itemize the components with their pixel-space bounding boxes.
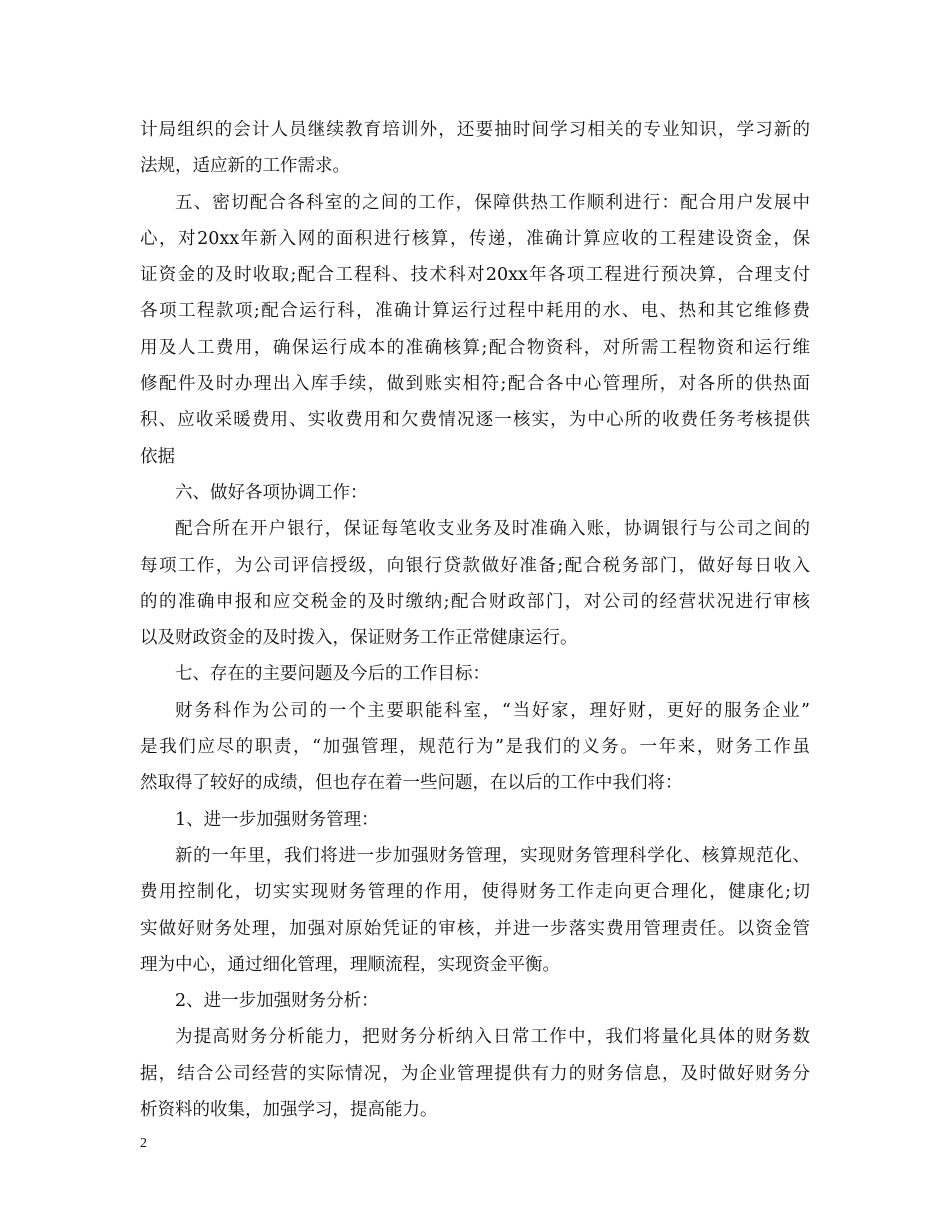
text-line: 心，对20xx年新入网的面积进行核算，传递，准确计算应收的工程建设资金，保 xyxy=(140,228,810,249)
text-line: 是我们应尽的职责，“加强管理，规范行为”是我们的义务。一年来，财务工作虽 xyxy=(140,737,810,758)
text-line: 析资料的收集，加强学习，提高能力。 xyxy=(140,1100,438,1121)
text-line: 计局组织的会计人员继续教育培训外，还要抽时间学习相关的专业知识，学习新的 xyxy=(140,120,810,140)
section-heading: 七、存在的主要问题及今后的工作目标： xyxy=(175,664,490,685)
section-heading: 六、做好各项协调工作： xyxy=(175,482,368,503)
text-line: 费用控制化，切实实现财务管理的作用，使得财务工作走向更合理化，健康化;切 xyxy=(140,882,810,903)
text-line: 法规，适应新的工作需求。 xyxy=(140,156,350,177)
paragraph-heading: 五、密切配合各科室的之间的工作，保障供热工作顺利进行：配合用户发展中 xyxy=(175,192,810,213)
text-line: 证资金的及时收取;配合工程科、技术科对20xx年各项工程进行预决算，合理支付 xyxy=(140,265,810,286)
text-line: 的的准确申报和应交税金的及时缴纳;配合财政部门，对公司的经营状况进行审核 xyxy=(140,591,810,612)
text-line: 依据 xyxy=(140,446,175,467)
text-line: 实做好财务处理，加强对原始凭证的审核，并进一步落实费用管理责任。以资金管 xyxy=(140,918,810,939)
text-line: 为提高财务分析能力，把财务分析纳入日常工作中，我们将量化具体的财务数 xyxy=(175,1027,810,1048)
text-line: 理为中心，通过细化管理，理顺流程，实现资金平衡。 xyxy=(140,954,560,975)
page-number: 2 xyxy=(140,1136,147,1151)
text-line: 用及人工费用，确保运行成本的准确核算;配合物资科，对所需工程物资和运行维 xyxy=(140,337,810,358)
text-line: 据，结合公司经营的实际情况，为企业管理提供有力的财务信息，及时做好财务分 xyxy=(140,1063,810,1084)
text-line: 新的一年里，我们将进一步加强财务管理，实现财务管理科学化、核算规范化、 xyxy=(175,845,810,866)
text-line: 以及财政资金的及时拨入，保证财务工作正常健康运行。 xyxy=(140,628,578,649)
text-line: 财务科作为公司的一个主要职能科室，“当好家，理好财，更好的服务企业” xyxy=(175,700,810,721)
text-line: 然取得了较好的成绩，但也存在着一些问题，在以后的工作中我们将： xyxy=(140,773,683,794)
subsection-heading: 2、进一步加强财务分析： xyxy=(175,991,379,1012)
document-body xyxy=(140,112,810,1128)
text-line: 积、应收采暖费用、实收费用和欠费情况逐一核实，为中心所的收费任务考核提供 xyxy=(140,410,810,431)
text-line: 配合所在开户银行，保证每笔收支业务及时准确入账，协调银行与公司之间的 xyxy=(175,519,810,540)
subsection-heading: 1、进一步加强财务管理： xyxy=(175,809,379,830)
text-line: 每项工作，为公司评信授级，向银行贷款做好准备;配合税务部门，做好每日收入 xyxy=(140,555,810,576)
text-line: 各项工程款项;配合运行科，准确计算运行过程中耗用的水、电、热和其它维修费 xyxy=(140,301,810,322)
text-line: 修配件及时办理出入库手续，做到账实相符;配合各中心管理所，对各所的供热面 xyxy=(140,374,810,395)
